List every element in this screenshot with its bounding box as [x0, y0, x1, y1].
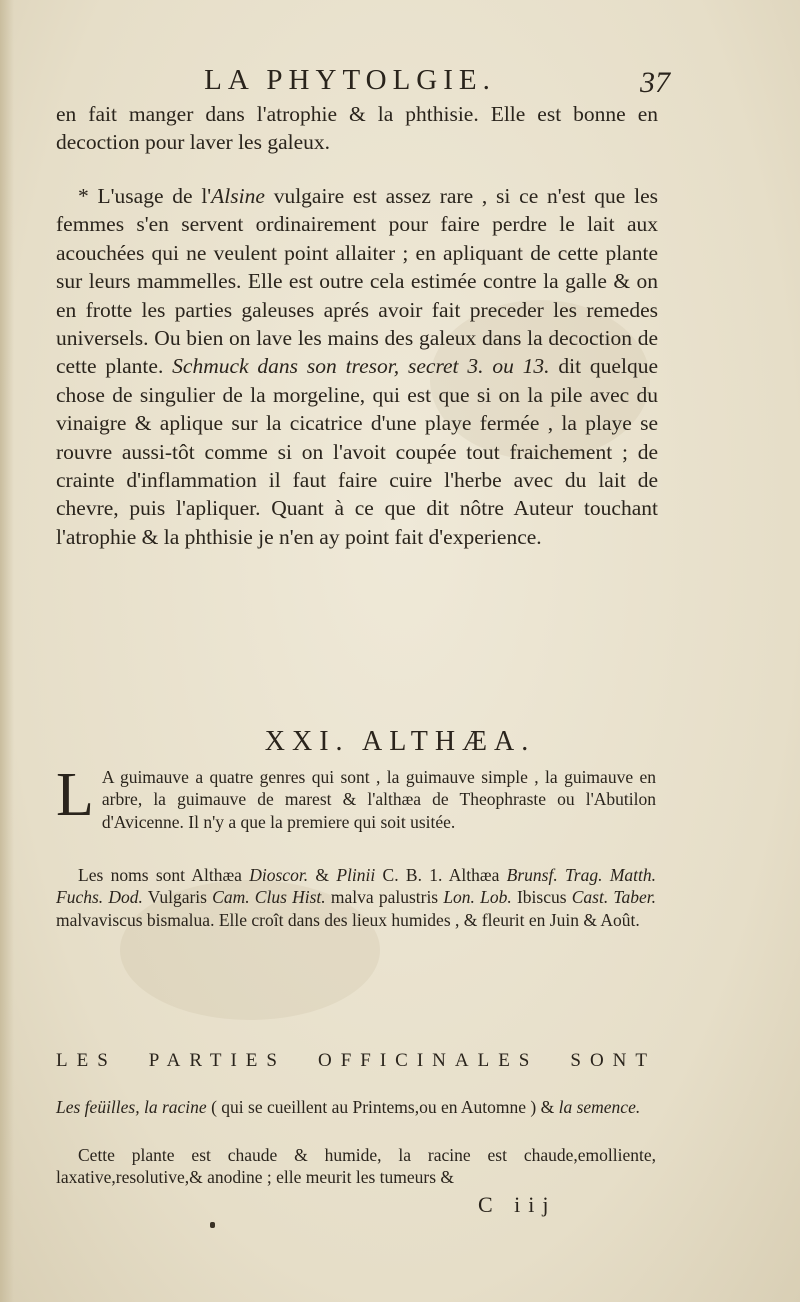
page-gutter-shadow [0, 0, 14, 1302]
ink-dot [210, 1222, 215, 1228]
running-title: LA PHYTOLGIE. [204, 64, 496, 96]
drop-cap: L [56, 761, 94, 829]
paragraph-alsine [56, 182, 658, 551]
names-text: Ibiscus [511, 887, 572, 908]
names-italic: Brunsf. Trag. Matth. Fuchs. Dod. [56, 865, 656, 908]
paragraph-continuation: en fait manger dans l'atrophie & la phthisie. Elle est bonne en decoction pour laver les galeux. [56, 102, 658, 155]
names-italic: Lon. Lob. [443, 887, 512, 908]
p2-start: * L'usage de l' [78, 184, 212, 208]
names-text: malvaviscus bismalua. Elle croît dans des lieux humides , & fleurit en Juin & Août. [56, 909, 640, 930]
section-names [56, 864, 656, 931]
names-italic: Plinii [336, 865, 376, 885]
p2-middle: vulgaire est assez rare , si ce n'est que les femmes s'en servent ordinairement pour faire perdre le lait aux acouchées qui ne veulent point allaiter ; en apliquant de cette plante sur leurs mammelles. Elle est outre cela estimée contre la galle & on en frotte les parties galeuses aprés avoir fait preceder les remedes universels. Ou bien on lave les mains des galeux dans la decoction de cette plante. [56, 184, 658, 379]
properties-text: Cette plante est chaude & humide, la racine est chaude,emolliente, laxative,resolutive,& anodine ; elle meurit les tumeurs & [56, 1145, 656, 1188]
parts-heading: LES PARTIES OFFICINALES SONT [56, 1050, 656, 1071]
p2-alsine-term: Alsine [211, 184, 265, 208]
signature-mark: C iij [478, 1192, 557, 1217]
parts-line: ( qui se cueillent au Printems,ou en Automne ) & [206, 1097, 559, 1117]
section-intro [56, 761, 656, 833]
p2-end: dit quelque chose de singulier de la morgeline, qui est que si on la pile avec du vinaigre & aplique sur la cicatrice d'une playe fermée , la playe se rouvre aussi-tôt comme si on l'avoit coupée tout fraichement ; de crainte d'inflammation il faut faire cuire l'herbe avec du lait de chevre, puis l'apliquer. Quant à ce que dit nôtre Auteur touchant l'atrophie & la phthisie je n'en ay point fait d'experience. [56, 354, 658, 549]
names-text: malva palustris [325, 887, 444, 908]
names-text: & [308, 865, 337, 885]
parts-text [56, 1096, 656, 1118]
names-italic: Cam. Clus Hist. [212, 887, 326, 908]
page-number: 37 [640, 66, 670, 99]
parts-italic-seed: la semence. [558, 1097, 641, 1117]
intro-text: A guimauve a quatre genres qui sont , la guimauve simple , la guimauve en arbre, la guimauve de marest & l'althæa de Theophraste ou l'Abutilon d'Avicenne. Il n'y a que la premiere qui soit usitée. [101, 767, 656, 832]
names-text: C. B. 1. Althæa [375, 865, 507, 885]
names-italic: Cast. Taber. [571, 887, 657, 908]
names-text: Vulgaris [142, 887, 213, 908]
names-text: Les noms sont Althæa [78, 865, 250, 885]
section-heading: XXI. ALTHÆA. [264, 726, 536, 757]
p2-reference: Schmuck dans son tresor, secret 3. ou 13. [172, 354, 550, 379]
parts-italic: Les feüilles, la racine [56, 1097, 207, 1117]
page-header [0, 64, 800, 104]
names-italic: Dioscor. [249, 865, 309, 885]
